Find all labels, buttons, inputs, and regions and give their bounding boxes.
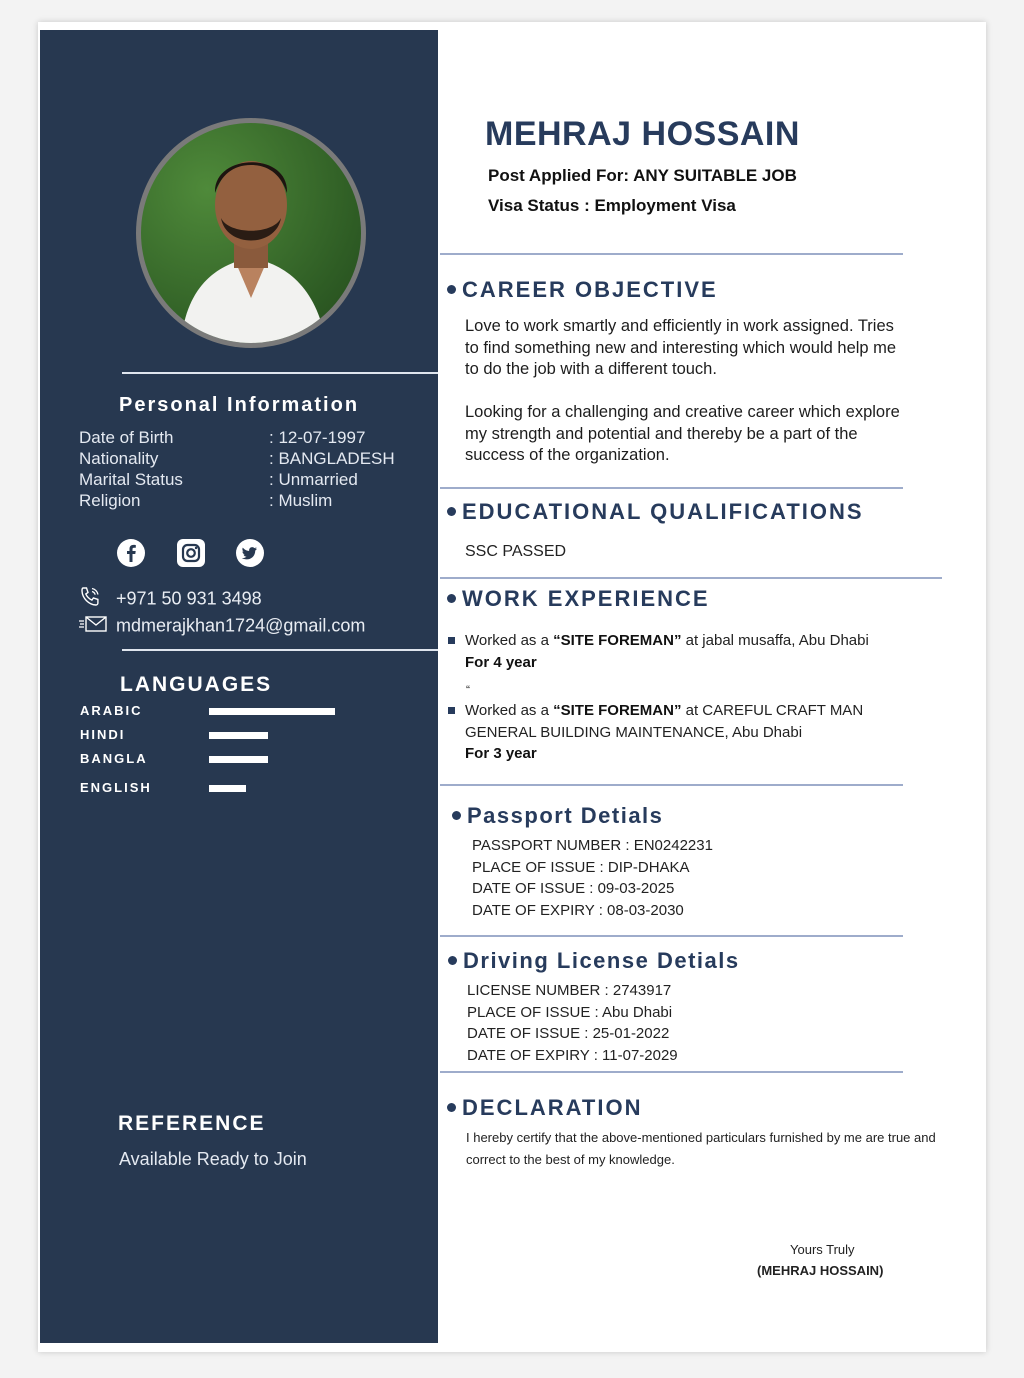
license-details <box>467 980 678 1066</box>
language-level-bar <box>209 756 268 763</box>
info-value: : 12-07-1997 <box>269 428 366 447</box>
section-divider <box>440 935 903 937</box>
bullet-dot <box>447 1103 456 1112</box>
language-name: BANGLA <box>80 751 148 766</box>
language-name: HINDI <box>80 727 126 742</box>
language-name: ARABIC <box>80 703 143 718</box>
work-bullet <box>448 637 455 644</box>
passport-date-of-issue: DATE OF ISSUE : 09-03-2025 <box>472 880 675 897</box>
license-number: LICENSE NUMBER : 2743917 <box>467 982 672 999</box>
declaration-title <box>447 1095 642 1121</box>
profile-photo-frame <box>136 118 366 348</box>
language-level-bar <box>209 708 335 715</box>
language-level-track <box>209 756 335 763</box>
language-level-track <box>209 785 335 792</box>
section-divider <box>440 487 903 489</box>
applicant-name: MEHRAJ HOSSAIN <box>485 115 800 153</box>
email-contact[interactable] <box>78 615 365 638</box>
email-address: mdmerajkhan1724@gmail.com <box>116 615 366 636</box>
phone-number: +971 50 931 3498 <box>116 588 262 609</box>
career-objective-para-1: Love to work smartly and efficiently in work assigned. Tries to find something new and interesting which would help me to do the job with a different touch. <box>465 317 897 378</box>
facebook-icon[interactable] <box>117 539 145 567</box>
language-row <box>80 751 380 771</box>
work-experience-title <box>447 586 710 612</box>
bullet-dot <box>452 811 461 820</box>
visa-status: Visa Status : Employment Visa <box>488 196 736 215</box>
work-duration: For 4 year <box>465 653 537 671</box>
section-divider <box>440 253 903 255</box>
bullet-dot <box>448 956 457 965</box>
info-label: Nationality <box>79 449 159 468</box>
info-label: Religion <box>79 491 141 510</box>
signature-name: (MEHRAJ HOSSAIN) <box>757 1263 884 1278</box>
education-title <box>447 499 864 525</box>
passport-number: PASSPORT NUMBER : EN0242231 <box>472 837 713 854</box>
info-value: : BANGLADESH <box>269 449 395 468</box>
work-duration: For 3 year <box>465 745 537 762</box>
license-date-of-issue: DATE OF ISSUE : 25-01-2022 <box>467 1025 670 1042</box>
work-item <box>465 630 905 673</box>
language-row <box>80 703 380 723</box>
language-level-track <box>209 708 335 715</box>
work-location: at jabal musaffa, Abu Dhabi <box>681 632 869 649</box>
section-divider <box>440 784 903 786</box>
section-title-text: EDUCATIONAL QUALIFICATIONS <box>462 499 864 524</box>
language-row <box>80 780 380 800</box>
career-objective-title <box>447 277 718 303</box>
profile-photo <box>141 123 361 343</box>
bullet-dot <box>447 507 456 516</box>
section-title-text: WORK EXPERIENCE <box>462 586 710 611</box>
twitter-icon[interactable] <box>236 539 264 567</box>
section-title-text: Passport Detials <box>467 803 664 828</box>
info-value: : Unmarried <box>269 470 358 489</box>
license-title <box>448 948 740 974</box>
sidebar-divider <box>122 372 438 374</box>
work-prefix: Worked as a <box>465 632 554 649</box>
passport-title <box>452 803 663 829</box>
license-date-of-expiry: DATE OF EXPIRY : 11-07-2029 <box>467 1046 678 1064</box>
info-label: Marital Status <box>79 470 183 489</box>
passport-date-of-expiry: DATE OF EXPIRY : 08-03-2030 <box>472 901 684 919</box>
work-bullet <box>448 707 455 714</box>
bullet-dot <box>447 594 456 603</box>
instagram-icon[interactable] <box>177 539 205 567</box>
section-title-text: Driving License Detials <box>463 948 740 973</box>
work-role: “SITE FOREMAN” <box>553 702 682 719</box>
language-level-track <box>209 732 335 739</box>
education-item: SSC PASSED <box>465 543 567 560</box>
career-objective-para-2: Looking for a challenging and creative career which explore my strength and potential and thereby be a part of the success of the organization. <box>465 403 900 464</box>
email-icon <box>78 615 104 638</box>
bullet-dot <box>447 285 456 294</box>
language-level-bar <box>209 785 246 792</box>
work-location: at CAREFUL CRAFT MAN GENERAL BUILDING MAINTENANCE, Abu Dhabi <box>465 702 864 741</box>
passport-place-of-issue: PLACE OF ISSUE : DIP-DHAKA <box>472 858 690 876</box>
work-role: “SITE FOREMAN” <box>553 632 682 649</box>
language-row <box>80 727 380 747</box>
phone-icon <box>78 586 104 613</box>
section-title-text: DECLARATION <box>462 1095 643 1120</box>
section-title-text: CAREER OBJECTIVE <box>462 277 718 302</box>
personal-info-title: Personal Information <box>119 394 360 416</box>
languages-title: LANGUAGES <box>120 673 273 696</box>
work-item <box>465 700 875 765</box>
passport-details <box>472 835 713 921</box>
language-name: ENGLISH <box>80 780 152 795</box>
section-divider <box>440 577 942 579</box>
section-divider <box>440 1071 903 1073</box>
reference-text: Available Ready to Join <box>119 1149 307 1169</box>
info-label: Date of Birth <box>79 428 174 447</box>
phone-contact[interactable] <box>78 586 262 613</box>
signature-closing: Yours Truly <box>790 1242 855 1257</box>
work-prefix: Worked as a <box>465 702 554 719</box>
post-applied: Post Applied For: ANY SUITABLE JOB <box>488 166 797 185</box>
reference-title: REFERENCE <box>118 1112 266 1135</box>
license-place-of-issue: PLACE OF ISSUE : Abu Dhabi <box>467 1003 673 1021</box>
stray-quote-mark: “ <box>466 683 470 697</box>
sidebar-divider <box>122 649 438 651</box>
declaration-text: I hereby certify that the above-mentioned particulars furnished by me are true and correct to the best of my knowledge. <box>466 1130 936 1167</box>
language-level-bar <box>209 732 268 739</box>
info-value: : Muslim <box>269 491 333 510</box>
